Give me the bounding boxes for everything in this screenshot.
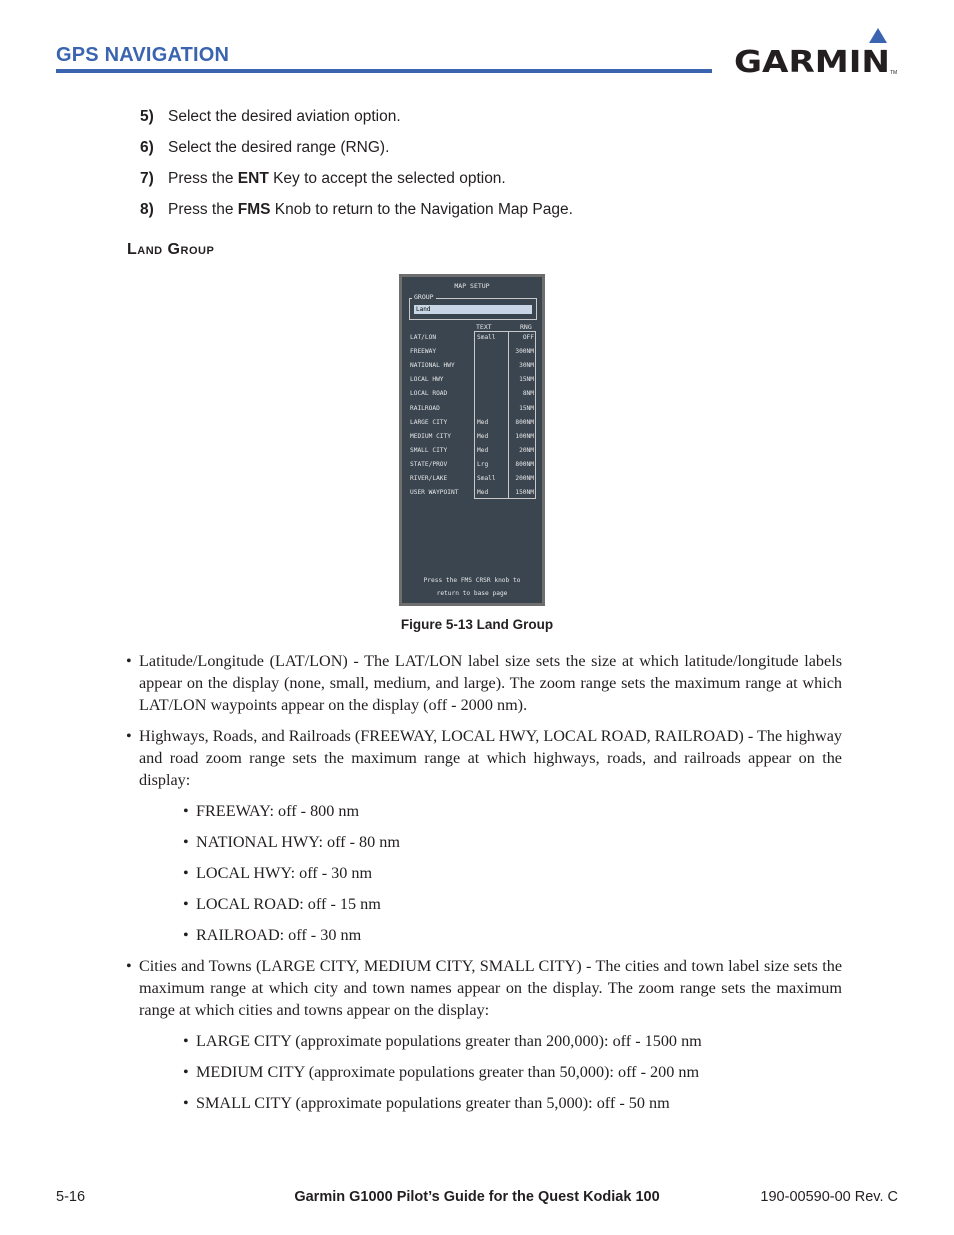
sub-bullet-item: • LARGE CITY (approximate populations greater than 200,000): off - 1500 nm [183, 1030, 842, 1052]
row-text-size: Med [477, 432, 489, 440]
step-text: Press the FMS Knob to return to the Navigation Map Page. [168, 201, 573, 218]
sub-bullet-item: • MEDIUM CITY (approximate populations greater than 50,000): off - 200 nm [183, 1061, 842, 1083]
step-item [140, 201, 573, 232]
row-range: 30NM [519, 362, 534, 370]
row-range: 800NM [515, 418, 534, 426]
map-setup-row[interactable] [410, 473, 536, 487]
row-range: 150NM [515, 489, 534, 497]
step-number: 8) [140, 201, 154, 218]
bullet-item: • Cities and Towns (LARGE CITY, MEDIUM CITY, SMALL CITY) - The cities and town label size sets the maximum range at which city and town names appear on the display. The zoom range sets the maximum range at which cities and towns appear on the display: [126, 955, 842, 1021]
step-item [140, 170, 573, 201]
row-label: FREEWAY [410, 348, 437, 356]
logo-text: GARMIN [734, 45, 890, 80]
map-setup-row[interactable] [410, 346, 536, 360]
map-setup-row[interactable] [410, 332, 536, 346]
map-setup-row[interactable] [410, 360, 536, 374]
row-label: STATE/PROV [410, 460, 448, 468]
row-text-size: Med [477, 446, 489, 454]
row-label: LAT/LON [410, 334, 437, 341]
map-setup-screen [399, 274, 545, 606]
subhead-land-group: Land Group [127, 241, 215, 258]
step-list [140, 108, 573, 232]
header-rule [56, 69, 712, 73]
row-text-size: Med [477, 418, 489, 426]
sub-bullet-item: • SMALL CITY (approximate populations greater than 5,000): off - 50 nm [183, 1092, 842, 1114]
step-number: 7) [140, 170, 154, 187]
footer-title: Garmin G1000 Pilot’s Guide for the Quest Kodiak 100 [294, 1189, 660, 1205]
logo-triangle-icon [869, 28, 887, 43]
sub-bullet-item: • RAILROAD: off - 30 nm [183, 924, 842, 946]
step-number: 5) [140, 108, 154, 125]
sub-bullet-item: • LOCAL ROAD: off - 15 nm [183, 893, 842, 915]
screen-title: MAP SETUP [454, 282, 490, 290]
step-text: Select the desired aviation option. [168, 108, 401, 125]
sub-bullet-item: • LOCAL HWY: off - 30 nm [183, 862, 842, 884]
figure-caption: Figure 5-13 Land Group [400, 617, 554, 632]
body-text [126, 650, 842, 1123]
step-item [140, 108, 573, 139]
document-number: 190-00590-00 Rev. C [760, 1189, 898, 1205]
row-text-size: Small [477, 475, 496, 482]
row-label: SMALL CITY [410, 446, 448, 454]
map-setup-row[interactable] [410, 431, 536, 445]
row-text-size: Small [477, 334, 496, 341]
group-label: GROUP [414, 293, 434, 301]
map-setup-row[interactable] [410, 445, 536, 459]
group-value-field[interactable]: Land [414, 305, 532, 314]
page-number: 5-16 [56, 1189, 86, 1205]
row-label: RIVER/LAKE [410, 475, 448, 482]
garmin-logo [734, 26, 896, 78]
row-range: 8NM [522, 390, 534, 398]
row-label: LARGE CITY [410, 418, 448, 426]
column-header-text: TEXT [476, 323, 492, 331]
sub-bullet-item: • NATIONAL HWY: off - 80 nm [183, 831, 842, 853]
map-setup-row[interactable] [410, 388, 536, 402]
section-title: GPS NAVIGATION [56, 44, 230, 66]
step-number: 6) [140, 139, 154, 156]
logo-tm: TM [890, 70, 898, 76]
screen-footer: Press the FMS CRSR knob to return to base page [423, 577, 521, 597]
row-range: 800NM [515, 460, 534, 468]
row-range: 200NM [515, 475, 534, 482]
column-header-rng: RNG [520, 323, 532, 331]
bullet-item: • Highways, Roads, and Railroads (FREEWAY, LOCAL HWY, LOCAL ROAD, RAILROAD) - The highway and road zoom range sets the maximum range at which highways, roads, and railroads appear on the display: [126, 725, 842, 791]
row-range: 300NM [515, 348, 534, 356]
row-range: 100NM [515, 432, 534, 440]
row-label: NATIONAL HWY [410, 362, 455, 370]
bullet-item: • Latitude/Longitude (LAT/LON) - The LAT/LON label size sets the size at which latitude/longitude labels appear on the display (none, small, medium, and large). The zoom range sets the maximum range at which LAT/LON waypoints appear on the display (off - 2000 nm). [126, 650, 842, 716]
step-item [140, 139, 573, 170]
row-text-size: Lrg [477, 460, 489, 468]
sub-bullet-item: • FREEWAY: off - 800 nm [183, 800, 842, 822]
row-range: 15NM [519, 404, 534, 412]
row-range: 20NM [519, 446, 534, 454]
row-range: OFF [522, 334, 534, 341]
row-label: RAILROAD [410, 404, 440, 412]
row-range: 15NM [519, 376, 534, 384]
row-label: USER WAYPOINT [410, 489, 459, 497]
row-label: LOCAL HWY [410, 376, 444, 384]
row-label: MEDIUM CITY [410, 432, 451, 440]
step-text: Select the desired range (RNG). [168, 139, 390, 156]
map-setup-row[interactable] [410, 374, 536, 388]
map-setup-row[interactable] [410, 487, 536, 501]
row-label: LOCAL ROAD [410, 390, 448, 398]
map-setup-row[interactable] [410, 417, 536, 431]
map-setup-row[interactable] [410, 403, 536, 417]
row-text-size: Med [477, 489, 489, 497]
step-text: Press the ENT Key to accept the selected option. [168, 170, 506, 187]
map-setup-row[interactable] [410, 459, 536, 473]
